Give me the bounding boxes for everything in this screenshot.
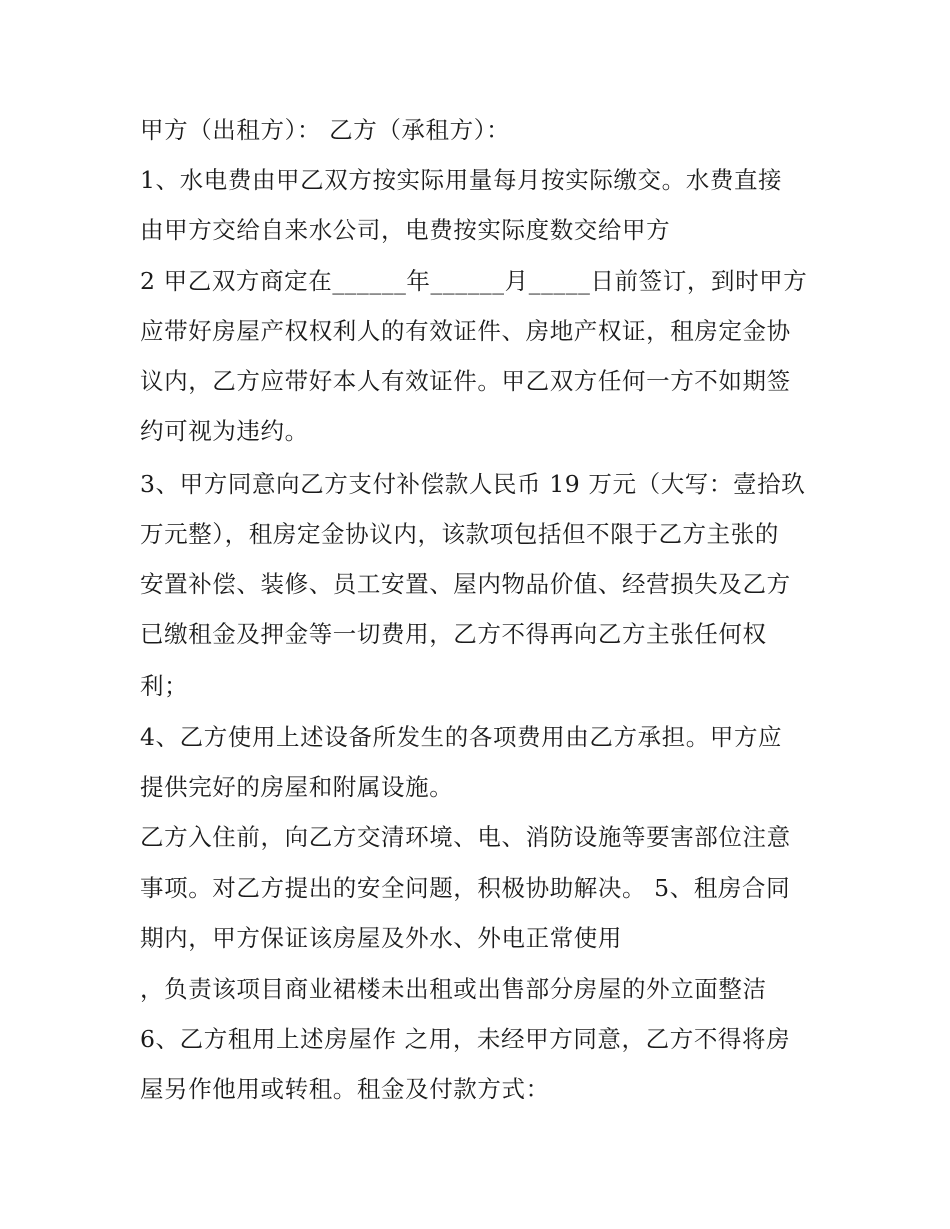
text-line: 议内，乙方应带好本人有效证件。甲乙双方任何一方不如期签 xyxy=(140,367,791,395)
text-line: 期内，甲方保证该房屋及外水、外电正常使用 xyxy=(140,924,622,952)
text-line: 屋另作他用或转租。租金及付款方式： xyxy=(140,1075,550,1103)
text-line: 1、水电费由甲乙双方按实际用量每月按实际缴交。水费直接 xyxy=(140,166,783,194)
text-line: 应带好房屋产权权利人的有效证件、房地产权证，租房定金协 xyxy=(140,317,791,345)
text-line: 安置补偿、装修、员工安置、屋内物品价值、经营损失及乙方 xyxy=(140,570,791,598)
text-line: 提供完好的房屋和附属设施。 xyxy=(140,773,454,801)
text-line: 乙方入住前，向乙方交清环境、电、消防设施等要害部位注意 xyxy=(140,823,791,851)
text-line: 由甲方交给自来水公司，电费按实际度数交给甲方 xyxy=(140,216,671,244)
text-line: 3、甲方同意向乙方支付补偿款人民币 19 万元（大写：壹拾玖 xyxy=(140,470,806,498)
text-line: 6、乙方租用上述房屋作 之用，未经甲方同意，乙方不得将房 xyxy=(140,1025,791,1053)
text-line: 万元整），租房定金协议内，该款项包括但不限于乙方主张的 xyxy=(140,520,779,548)
text-line: 事项。对乙方提出的安全问题，积极协助解决。 5、租房合同 xyxy=(140,874,791,902)
text-line: ，负责该项目商业裙楼未出租或出售部分房屋的外立面整洁 xyxy=(140,975,767,1003)
text-line: 已缴租金及押金等一切费用，乙方不得再向乙方主张任何权 xyxy=(140,620,767,648)
text-line: 2 甲乙双方商定在______年______月_____日前签订，到时甲方 xyxy=(140,267,808,295)
text-line: 4、乙方使用上述设备所发生的各项费用由乙方承担。甲方应 xyxy=(140,723,783,751)
text-line: 利； xyxy=(140,672,189,700)
party-heading: 甲方（出租方）： 乙方（承租方）： xyxy=(140,116,511,144)
text-line: 约可视为违约。 xyxy=(140,417,309,445)
